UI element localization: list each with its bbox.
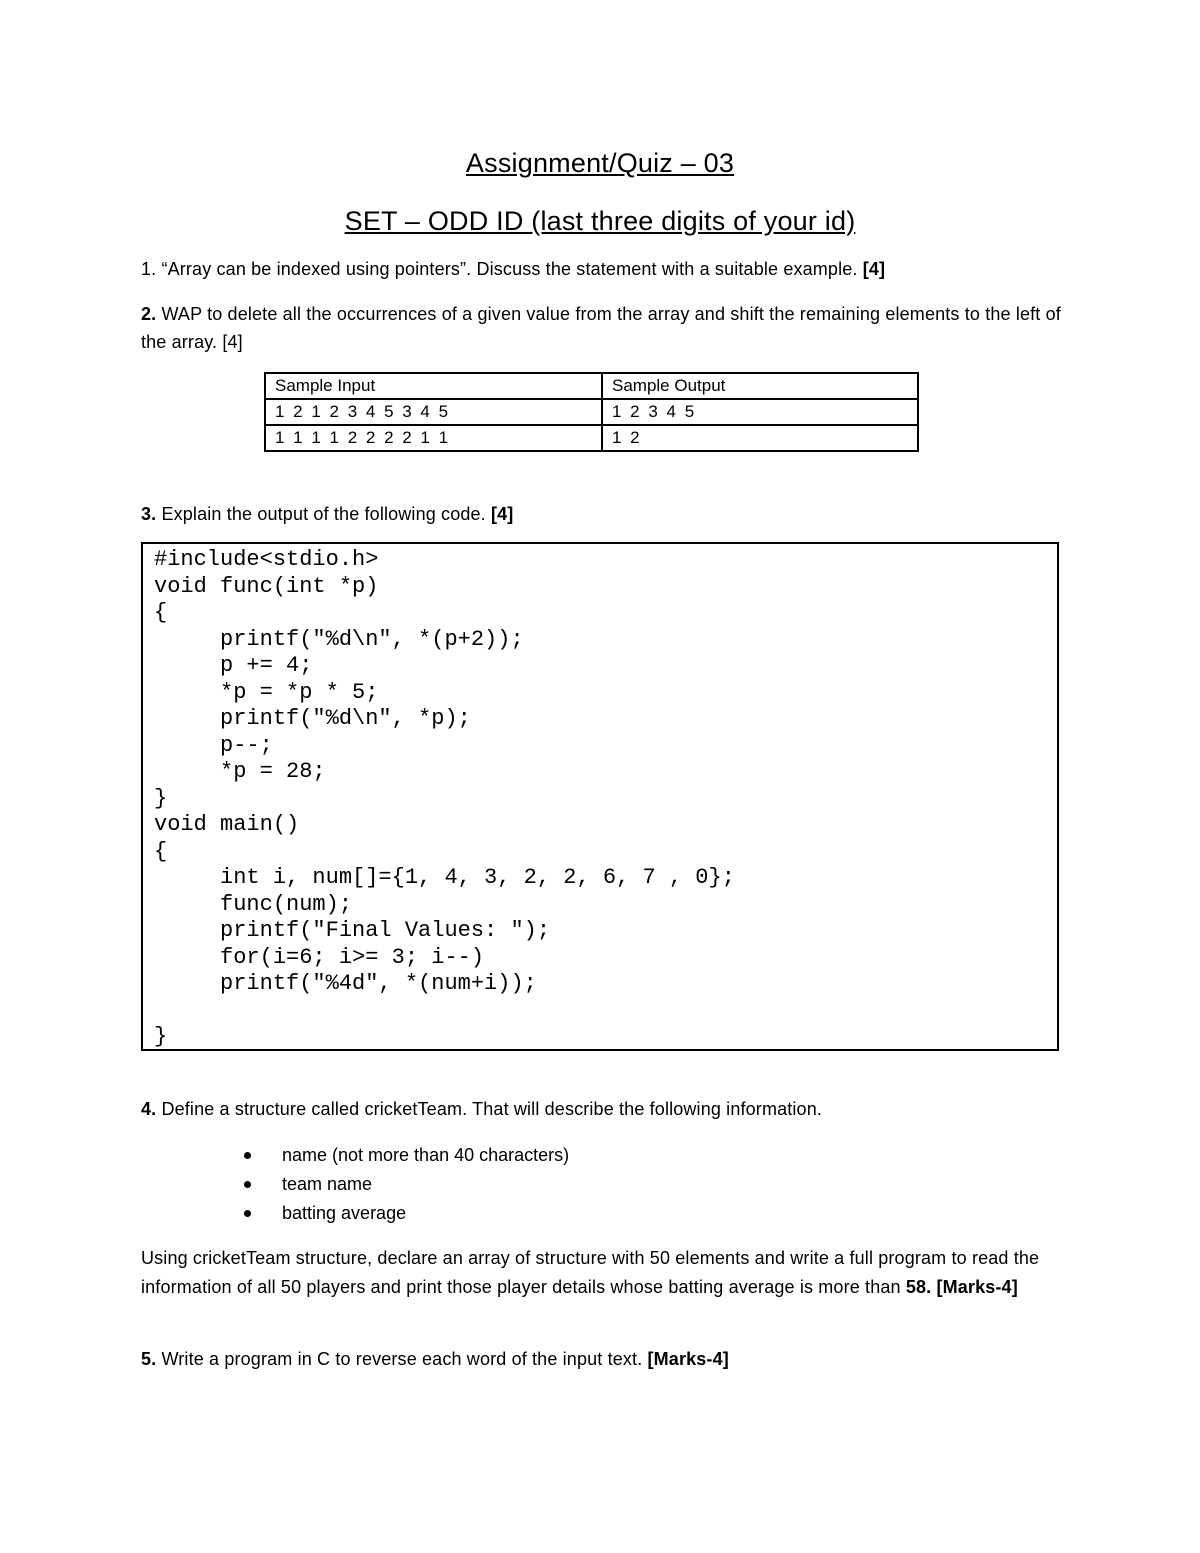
question-marks: [Marks-4] — [647, 1349, 729, 1369]
sample-io-table — [264, 372, 919, 452]
question-marks: [Marks-4] — [936, 1276, 1018, 1297]
question-number: 2. — [141, 304, 157, 324]
bullet-icon — [244, 1210, 251, 1217]
code-line: printf("%4d", *(num+i)); — [154, 971, 537, 996]
code-line: } — [154, 1024, 168, 1049]
code-line: for(i=6; i>= 3; i--) — [154, 944, 485, 970]
code-line: void func(int *p) — [154, 573, 379, 599]
list-item — [240, 1141, 940, 1170]
code-line: { — [154, 600, 168, 625]
question-marks: [4] — [490, 504, 514, 524]
bullet-icon — [244, 1152, 251, 1159]
code-line: p--; — [154, 732, 273, 758]
question-5 — [141, 1345, 1061, 1373]
page-subtitle: SET – ODD ID (last three digits of your id) — [344, 206, 856, 236]
code-line: printf("%d\n", *(p+2)); — [154, 626, 524, 652]
question-number: 1. — [141, 259, 157, 279]
list-item — [240, 1199, 940, 1228]
code-line: *p = 28; — [154, 759, 326, 784]
table-row — [265, 425, 918, 451]
code-line: int i, num[]={1, 4, 3, 2, 2, 6, 7 , 0}; — [154, 865, 735, 890]
code-line: func(num); — [154, 891, 353, 917]
question-4 — [141, 1095, 1061, 1123]
list-item-label: batting average — [282, 1203, 407, 1223]
code-line: { — [154, 838, 168, 864]
question-text: Write a program in C to reverse each word of the input text. — [156, 1349, 648, 1369]
question-text: “Array can be indexed using pointers”. Discuss the statement with a suitable example. — [156, 259, 863, 279]
code-line: void main() — [154, 812, 300, 837]
list-item-label: team name — [282, 1174, 373, 1194]
list-item — [240, 1170, 940, 1199]
question-4-details — [141, 1244, 1061, 1301]
page-title: Assignment/Quiz – 03 — [465, 148, 735, 178]
question-1 — [141, 255, 1061, 283]
question-text: Define a structure called cricketTeam. That will describe the following information. — [156, 1099, 823, 1119]
question-marks: [4] — [862, 259, 886, 279]
threshold-value: 58. — [905, 1276, 932, 1297]
table-row — [265, 399, 918, 425]
table-header-row — [265, 373, 918, 399]
code-line: p += 4; — [154, 653, 313, 678]
table-cell: 1 2 — [602, 425, 918, 451]
code-line: } — [154, 785, 168, 811]
question-text: WAP to delete all the occurrences of a given value from the array and shift the remaining elements to the left of the array. — [141, 304, 1061, 352]
question-number: 3. — [141, 504, 157, 524]
question-2 — [141, 300, 1061, 356]
question-number: 4. — [141, 1099, 157, 1119]
table-cell: 1 2 3 4 5 — [602, 399, 918, 425]
question-text: Using cricketTeam structure, declare an array of structure with 50 elements and write a full program to read the information of all 50 players and print those player details whose batting average is more than — [141, 1248, 1040, 1297]
question-marks: [4] — [222, 332, 243, 352]
table-header-cell: Sample Input — [265, 373, 602, 399]
code-line: printf("%d\n", *p); — [154, 706, 471, 731]
code-line: #include<stdio.h> — [154, 547, 379, 572]
bullet-icon — [244, 1181, 251, 1188]
list-item-label: name (not more than 40 characters) — [282, 1145, 570, 1165]
question-number: 5. — [141, 1349, 157, 1369]
question-3 — [141, 500, 1061, 528]
table-cell: 1 2 1 2 3 4 5 3 4 5 — [265, 399, 602, 425]
table-cell: 1 1 1 1 2 2 2 2 1 1 — [265, 425, 602, 451]
question-text: Explain the output of the following code. — [156, 504, 491, 524]
code-line: *p = *p * 5; — [154, 679, 379, 705]
structure-field-list — [240, 1141, 940, 1228]
code-block — [141, 542, 1059, 1051]
code-line: printf("Final Values: "); — [154, 918, 551, 943]
table-header-cell: Sample Output — [602, 373, 918, 399]
